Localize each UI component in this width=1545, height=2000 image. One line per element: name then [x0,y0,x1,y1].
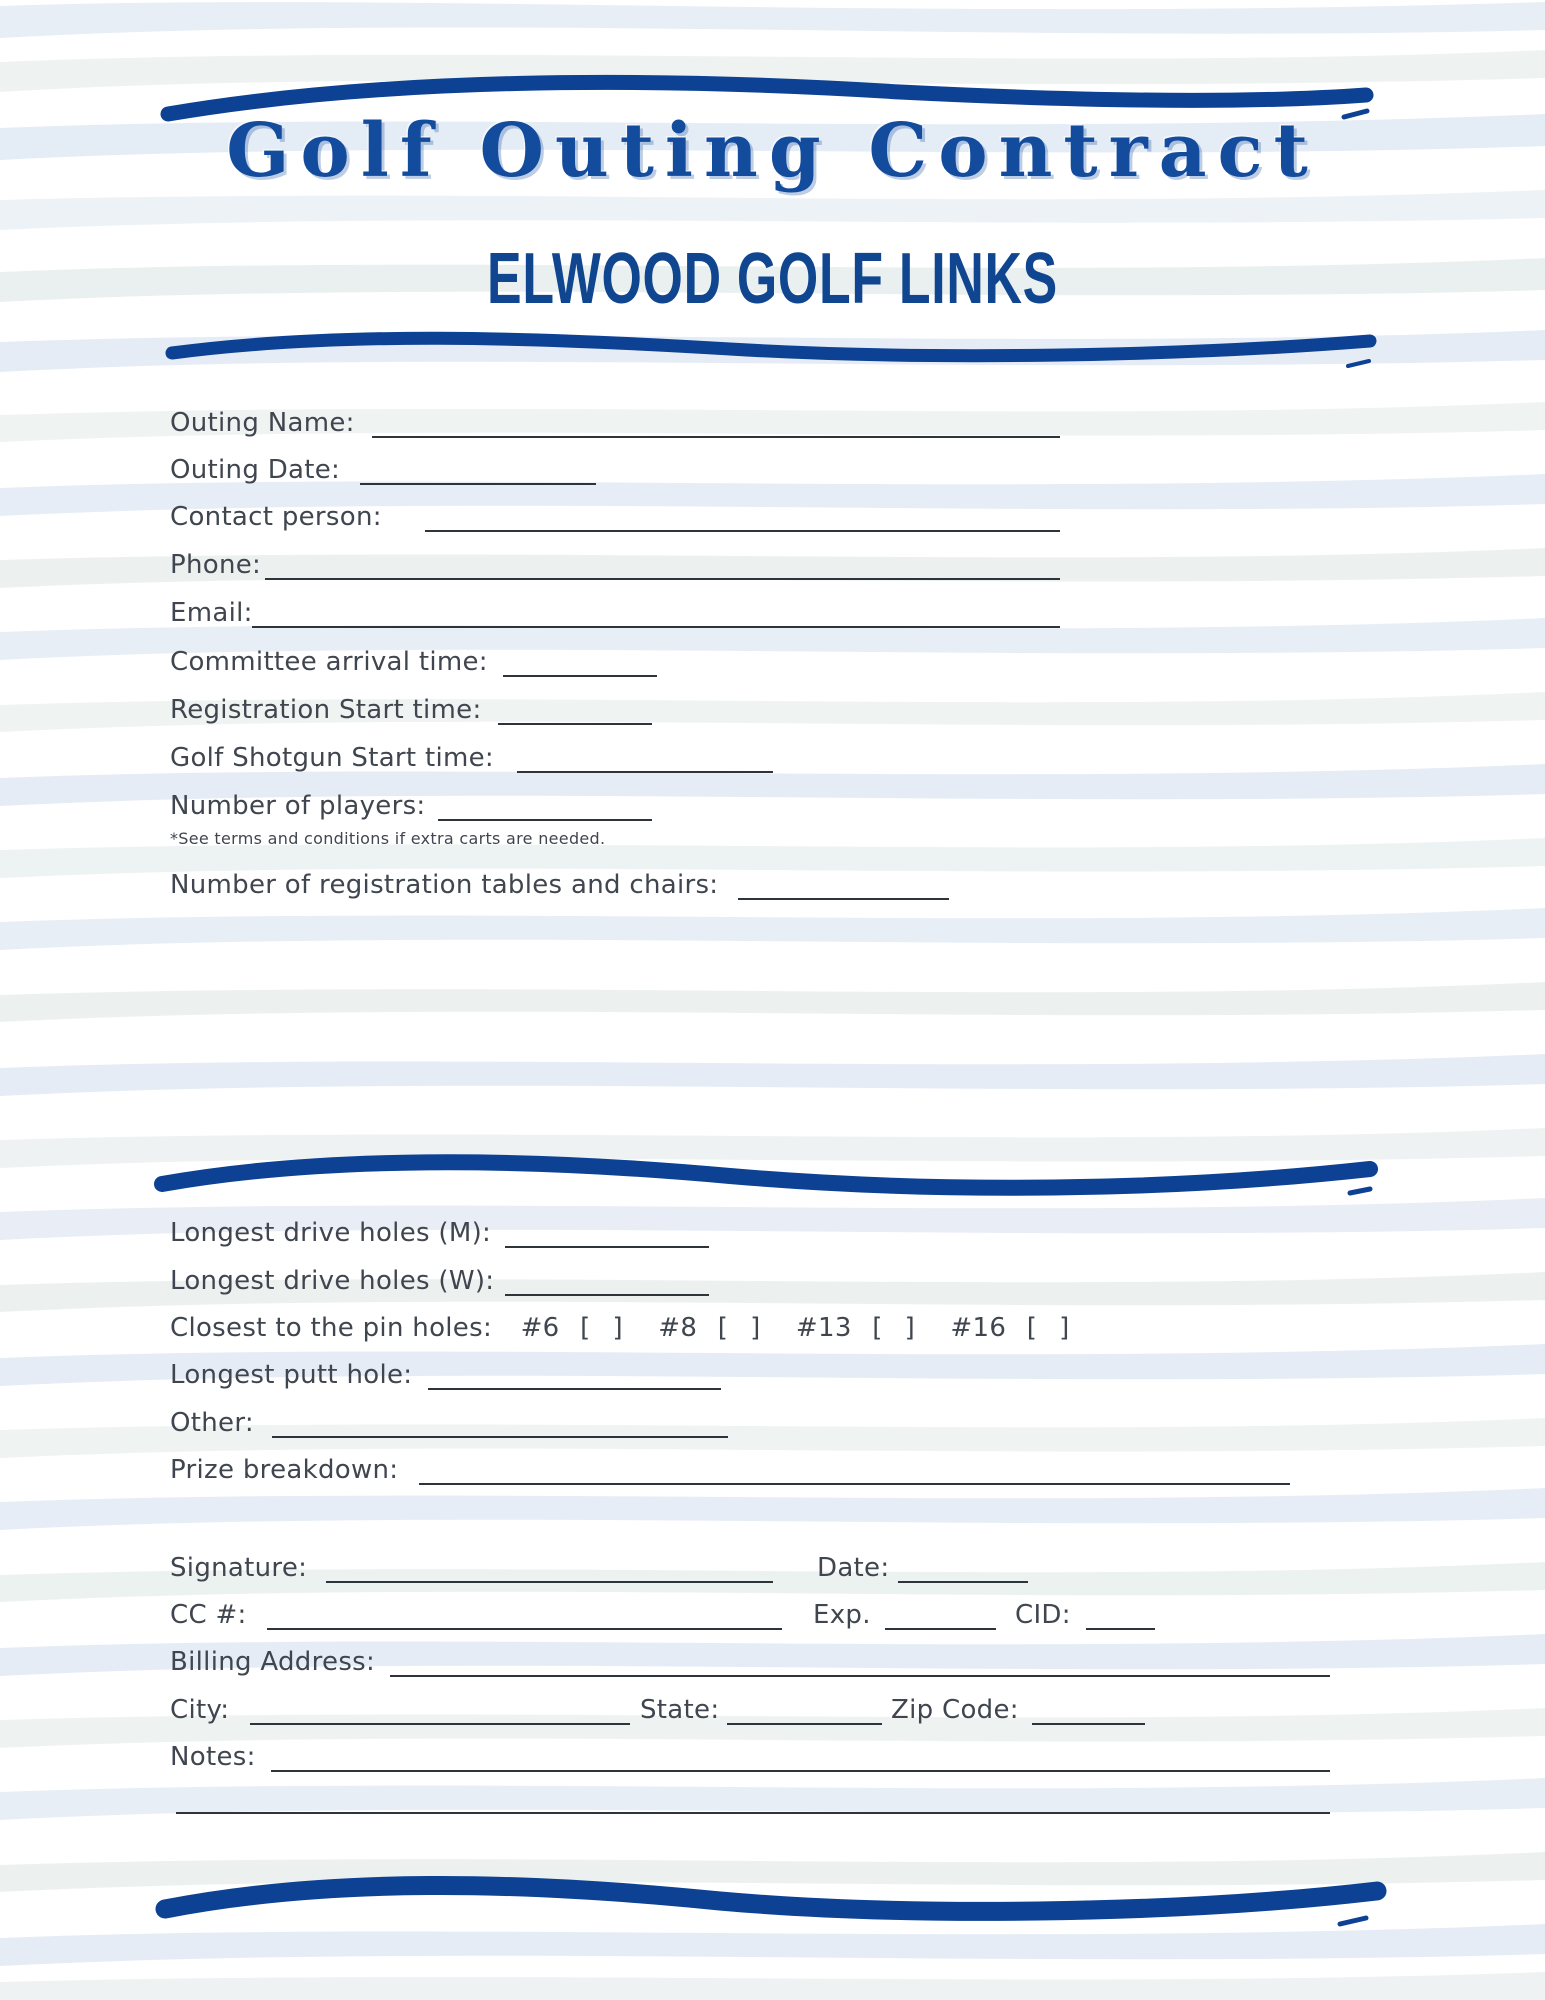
exp-line[interactable] [885,1628,996,1630]
committee-arrival-label: Committee arrival time: [170,647,488,677]
outing-name-label: Outing Name: [170,408,355,438]
contact-person-line[interactable] [425,530,1060,532]
date-line[interactable] [898,1581,1028,1583]
course-name: ELWOOD GOLF LINKS [487,239,1058,319]
outing-name-line[interactable] [372,436,1060,438]
players-label: Number of players: [170,791,426,821]
pin-hole-6-checkbox[interactable]: [ ] [580,1313,630,1343]
city-line[interactable] [250,1723,630,1725]
email-label: Email: [170,598,253,628]
billing-address-label: Billing Address: [170,1647,376,1677]
notes-label: Notes: [170,1742,256,1772]
other-line[interactable] [272,1436,728,1438]
contact-person-label: Contact person: [170,502,382,532]
email-line[interactable] [252,626,1060,628]
longest-drive-m-line[interactable] [505,1246,709,1248]
cc-number-label: CC #: [170,1600,247,1630]
tables-chairs-line[interactable] [738,898,949,900]
date-label: Date: [817,1553,890,1583]
phone-label: Phone: [170,550,262,580]
outing-date-line[interactable] [360,483,596,485]
pin-hole-16-label: #16 [950,1313,1007,1343]
players-line[interactable] [438,819,652,821]
state-label: State: [640,1695,720,1725]
longest-putt-label: Longest putt hole: [170,1360,413,1390]
closest-pin-label: Closest to the pin holes: [170,1313,493,1343]
pin-hole-16-checkbox[interactable]: [ ] [1026,1313,1077,1343]
zip-code-line[interactable] [1032,1723,1145,1725]
shotgun-start-line[interactable] [517,771,773,773]
page-title: Golf Outing Contract [226,108,1319,194]
tables-chairs-label: Number of registration tables and chairs: [170,870,719,900]
cid-line[interactable] [1086,1628,1155,1630]
billing-address-line[interactable] [390,1675,1330,1677]
closest-pin-row [170,1313,1076,1343]
committee-arrival-line[interactable] [503,675,657,677]
state-line[interactable] [727,1723,882,1725]
cid-label: CID: [1015,1600,1071,1630]
pin-hole-13-checkbox[interactable]: [ ] [872,1313,922,1343]
longest-putt-line[interactable] [428,1388,721,1390]
longest-drive-w-line[interactable] [505,1294,709,1296]
signature-line[interactable] [326,1581,773,1583]
registration-start-label: Registration Start time: [170,695,482,725]
registration-start-line[interactable] [498,723,652,725]
prize-breakdown-line[interactable] [419,1483,1290,1485]
notes-line-2[interactable] [176,1812,1330,1814]
cc-number-line[interactable] [267,1628,782,1630]
pin-hole-8-label: #8 [658,1313,698,1343]
pin-hole-8-checkbox[interactable]: [ ] [717,1313,768,1343]
signature-label: Signature: [170,1553,308,1583]
longest-drive-w-label: Longest drive holes (W): [170,1266,495,1296]
shotgun-start-label: Golf Shotgun Start time: [170,743,494,773]
city-label: City: [170,1695,230,1725]
extra-carts-note: *See terms and conditions if extra carts are needed. [170,829,606,848]
phone-line[interactable] [265,578,1060,580]
pin-hole-6-label: #6 [520,1313,560,1343]
exp-label: Exp. [813,1600,871,1630]
pin-hole-13-label: #13 [795,1313,852,1343]
notes-line[interactable] [271,1770,1330,1772]
other-label: Other: [170,1408,254,1438]
longest-drive-m-label: Longest drive holes (M): [170,1218,492,1248]
outing-date-label: Outing Date: [170,455,341,485]
prize-breakdown-label: Prize breakdown: [170,1455,399,1485]
zip-code-label: Zip Code: [891,1695,1019,1725]
